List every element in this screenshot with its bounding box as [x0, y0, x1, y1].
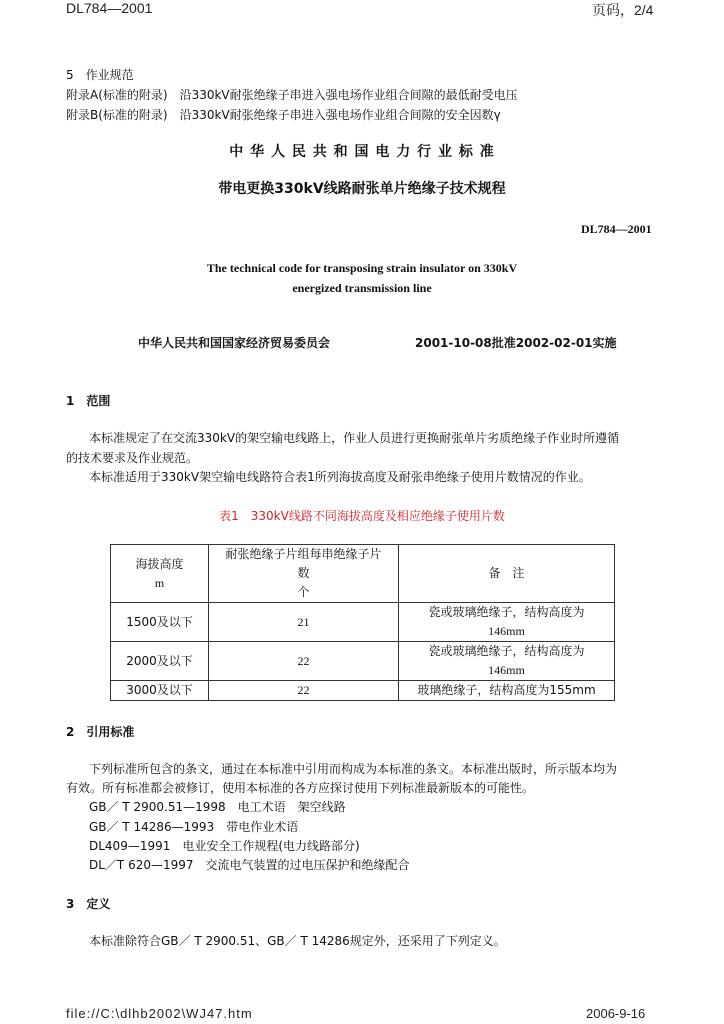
cell-note	[399, 603, 615, 642]
header-count	[209, 545, 399, 603]
standard-title: 带电更换330kV线路耐张单片绝缘子技术规程	[218, 181, 506, 197]
section-1-para1-line2: 的技术要求及作业规范。	[66, 451, 199, 465]
header-notes: 备 注	[399, 545, 615, 603]
contents-item-5: 5 作业规范	[66, 68, 134, 82]
contents-appendix-b: 附录B(标准的附录) 沿330kV耐张绝缘子串进入强电场作业组合间隙的安全因数γ	[66, 108, 501, 122]
altitude-insulator-table	[110, 544, 615, 701]
cell-note	[399, 642, 615, 681]
cell-note-line1: 瓷或玻璃绝缘子，结构高度为	[428, 644, 585, 658]
section-2-heading: 2 引用标准	[66, 725, 135, 739]
section-1-para1-line1: 本标准规定了在交流330kV的架空输电线路上，作业人员进行更换耐张单片劣质绝缘子作业时所遵循	[89, 431, 620, 445]
print-footer-date: 2006-9-16	[586, 1006, 646, 1021]
approval-dates: 2001-10-08批准2002-02-01实施	[415, 336, 617, 350]
cell-count: 22	[209, 681, 399, 701]
table-header-row	[111, 545, 615, 603]
reference-item: DL／T 620—1997 交流电气装置的过电压保护和绝缘配合	[89, 858, 410, 872]
cell-altitude: 1500及以下	[111, 603, 209, 642]
header-altitude	[111, 545, 209, 603]
section-2-para-line1: 下列标准所包含的条文，通过在本标准中引用而构成为本标准的条文。本标准出版时，所示版本均为	[89, 762, 618, 776]
contents-appendix-a: 附录A(标准的附录) 沿330kV耐张绝缘子串进入强电场作业组合间隙的最低耐受电压	[66, 88, 518, 102]
cell-note-line2: 146mm	[488, 663, 525, 677]
header-count-label: 耐张绝缘子片组每串绝缘子片	[225, 547, 382, 561]
reference-item: DL409—1991 电业安全工作规程(电力线路部分)	[89, 839, 360, 853]
print-header-doc-code: DL784—2001	[66, 0, 153, 16]
reference-item: GB／ T 2900.51—1998 电工术语 架空线路	[89, 800, 346, 814]
table-1-caption: 表1 330kV线路不同海拔高度及相应绝缘子使用片数	[219, 509, 505, 523]
print-footer-path: file://C:\dlhb2002\WJ47.htm	[66, 1006, 253, 1021]
section-1-para2: 本标准适用于330kV架空输电线路符合表1所列海拔高度及耐张串绝缘子使用片数情况的作业。	[89, 470, 591, 484]
section-3-para: 本标准除符合GB／ T 2900.51、GB／ T 14286规定外，还采用了下列定义。	[89, 934, 506, 948]
table-row	[111, 681, 615, 701]
section-1-heading: 1 范围	[66, 394, 111, 408]
industry-standard-title: 中 华 人 民 共 和 国 电 力 行 业 标 准	[229, 144, 495, 160]
section-2-para-line2: 有效。所有标准都会被修订，使用本标准的各方应探讨使用下列标准最新版本的可能性。	[66, 781, 535, 795]
english-title-line1: The technical code for transposing strain insulator on 330kV	[206, 261, 518, 275]
header-count-unit: 个	[297, 585, 310, 599]
cell-altitude: 2000及以下	[111, 642, 209, 681]
issuing-authority: 中华人民共和国国家经济贸易委员会	[138, 336, 331, 350]
section-3-heading: 3 定义	[66, 897, 111, 911]
cell-note-line2: 146mm	[488, 624, 525, 638]
table-row	[111, 603, 615, 642]
standard-number: DL784—2001	[581, 222, 652, 236]
cell-altitude: 3000及以下	[111, 681, 209, 701]
header-count-label-cont: 数	[297, 566, 310, 580]
header-altitude-unit: m	[154, 575, 165, 590]
header-altitude-label: 海拔高度	[135, 556, 184, 571]
cell-count: 21	[209, 603, 399, 642]
english-title-line2: energized transmission line	[292, 281, 432, 295]
cell-note-line1: 瓷或玻璃绝缘子，结构高度为	[428, 605, 585, 619]
cell-note: 玻璃绝缘子，结构高度为155mm	[399, 681, 615, 701]
reference-item: GB／ T 14286—1993 带电作业术语	[89, 820, 299, 834]
table-row	[111, 642, 615, 681]
print-header-page-label: 页码，2/4	[592, 2, 654, 18]
cell-count: 22	[209, 642, 399, 681]
